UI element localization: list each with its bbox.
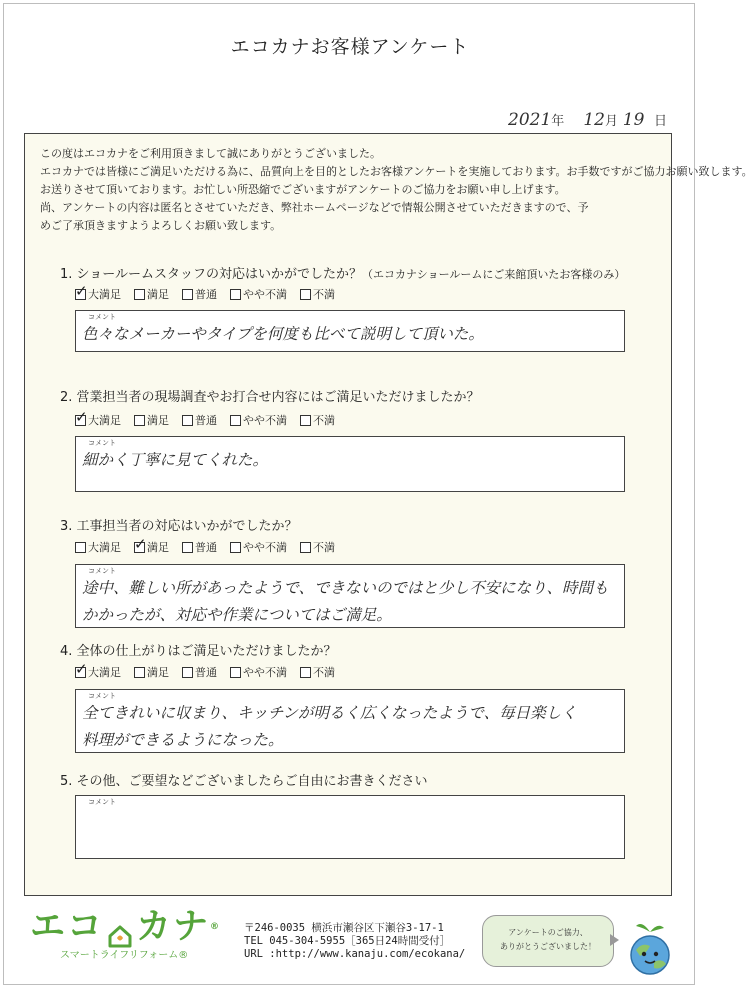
- checkbox[interactable]: [182, 415, 193, 426]
- earth-mascot-icon: [620, 918, 680, 982]
- checkbox[interactable]: [134, 289, 145, 300]
- date-month: 12: [583, 110, 605, 130]
- address-line: 〒246-0035 横浜市瀬谷区下瀬谷3-17-1: [244, 922, 444, 934]
- house-icon: [108, 917, 132, 939]
- checkbox[interactable]: [230, 667, 241, 678]
- question-5-title: 5. その他、ご要望などございましたらご自由にお書きください: [60, 774, 428, 789]
- intro-line: エコカナでは皆様にご満足いただける為に、品質向上を目的としたお客様アンケートを実施しております。お手数ですがご協力お願い致します。: [40, 165, 753, 178]
- q2-option-dissatisfied[interactable]: 不満: [300, 412, 335, 428]
- checkbox[interactable]: [75, 667, 86, 678]
- comment-label: コメント: [88, 439, 116, 447]
- q3-option-dissatisfied[interactable]: 不満: [300, 539, 335, 555]
- thanks-speech-bubble: [482, 915, 614, 967]
- survey-title: エコカナお客様アンケート: [230, 36, 470, 58]
- speech-bubble-tail: [610, 934, 619, 946]
- comment-label: コメント: [88, 798, 116, 806]
- checkbox[interactable]: [134, 667, 145, 678]
- q4-option-normal[interactable]: 普通: [182, 664, 217, 680]
- q2-option-normal[interactable]: 普通: [182, 412, 217, 428]
- intro-line: 尚、アンケートの内容は匿名とさせていただき、弊社ホームページなどで情報公開させていただきますので、予: [40, 201, 589, 214]
- bubble-line: アンケートのご協力、: [508, 928, 588, 937]
- question-4-options: [75, 664, 348, 680]
- checkbox[interactable]: [75, 289, 86, 300]
- q1-option-dissatisfied[interactable]: 不満: [300, 286, 335, 302]
- checkbox[interactable]: [182, 542, 193, 553]
- logo-subtitle: スマートライフリフォーム®: [60, 950, 189, 961]
- checkbox[interactable]: [230, 542, 241, 553]
- survey-date: [508, 110, 667, 130]
- intro-line: この度はエコカナをご利用頂きまして誠にありがとうございました。: [40, 147, 381, 160]
- q1-option-very-satisfied[interactable]: ✓ 大満足: [75, 286, 121, 302]
- question-1: [60, 263, 625, 282]
- q1-option-normal[interactable]: 普通: [182, 286, 217, 302]
- phone-line: TEL 045-304-5955［365日24時間受付］: [244, 935, 451, 947]
- checkbox[interactable]: [182, 667, 193, 678]
- q1-option-somewhat-dissatisfied[interactable]: やや不満: [230, 286, 287, 302]
- checkbox[interactable]: [300, 667, 311, 678]
- company-address: [244, 922, 465, 961]
- logo-text-right: カナ: [136, 907, 211, 947]
- q3-option-satisfied[interactable]: ✓ 満足: [134, 539, 169, 555]
- question-4-comment-box[interactable]: [75, 689, 625, 753]
- question-2-comment: 細かく丁寧に見てくれた。: [82, 451, 269, 469]
- q4-option-somewhat-dissatisfied[interactable]: やや不満: [230, 664, 287, 680]
- question-1-title: 1. ショールームスタッフの対応はいかがでしたか？: [60, 267, 363, 282]
- comment-label: コメント: [88, 692, 116, 700]
- checkbox[interactable]: [300, 415, 311, 426]
- q2-option-somewhat-dissatisfied[interactable]: やや不満: [230, 412, 287, 428]
- checkbox[interactable]: [75, 415, 86, 426]
- question-2-title: 2. 営業担当者の現場調査やお打合せ内容にはご満足いただけましたか？: [60, 390, 480, 405]
- checkbox[interactable]: [230, 289, 241, 300]
- date-year: 2021: [508, 110, 552, 130]
- logo-text-left: エコ: [30, 907, 105, 947]
- question-2-options: [75, 412, 348, 428]
- checkbox[interactable]: [134, 542, 145, 553]
- question-5: [60, 770, 428, 789]
- q1-option-satisfied[interactable]: 満足: [134, 286, 169, 302]
- checkbox[interactable]: [300, 542, 311, 553]
- intro-text: [40, 145, 753, 235]
- question-3: [60, 515, 298, 534]
- ecokana-logo: [30, 908, 221, 961]
- date-year-label: 年: [551, 114, 565, 129]
- checkbox[interactable]: [300, 289, 311, 300]
- q3-option-normal[interactable]: 普通: [182, 539, 217, 555]
- q4-option-satisfied[interactable]: 満足: [134, 664, 169, 680]
- question-2: [60, 386, 480, 405]
- question-1-comment: 色々なメーカーやタイプを何度も比べて説明して頂いた。: [82, 325, 484, 343]
- checkbox[interactable]: [134, 415, 145, 426]
- comment-label: コメント: [88, 567, 116, 575]
- question-3-options: [75, 539, 348, 555]
- bubble-line: ありがとうございました！: [500, 942, 596, 951]
- q4-option-very-satisfied[interactable]: ✓ 大満足: [75, 664, 121, 680]
- question-3-comment-box[interactable]: [75, 564, 625, 628]
- date-day-label: 日: [653, 114, 667, 129]
- question-1-comment-box[interactable]: [75, 310, 625, 352]
- q2-option-satisfied[interactable]: 満足: [134, 412, 169, 428]
- logo-registered-mark: ®: [210, 922, 222, 932]
- question-4-comment: 全てきれいに収まり、キッチンが明るく広くなったようで、毎日楽しく 料理ができるようになった。: [82, 704, 577, 749]
- intro-line: お送りさせて頂いております。お忙しい所恐縮でございますがアンケートのご協力をお願い申し上げます。: [40, 183, 566, 196]
- date-day: 19: [622, 110, 645, 130]
- q3-option-very-satisfied[interactable]: 大満足: [75, 539, 121, 555]
- question-2-comment-box[interactable]: [75, 436, 625, 492]
- question-3-comment: 途中、難しい所があったようで、できないのではと少し不安になり、時間も かかったが、対応や作業についてはご満足。: [82, 579, 609, 624]
- question-3-title: 3. 工事担当者の対応はいかがでしたか？: [60, 519, 298, 534]
- question-4-title: 4. 全体の仕上がりはご満足いただけましたか？: [60, 644, 337, 659]
- question-1-note: （エコカナショールームにご来館頂いたお客様のみ）: [362, 268, 626, 281]
- checkbox[interactable]: [230, 415, 241, 426]
- date-month-label: 月: [605, 114, 619, 129]
- comment-label: コメント: [88, 313, 116, 321]
- question-1-options: [75, 286, 348, 302]
- intro-line: めご了承頂きますようよろしくお願い致します。: [40, 219, 282, 232]
- url-line: URL :http://www.kanaju.com/ecokana/: [244, 948, 466, 960]
- q3-option-somewhat-dissatisfied[interactable]: やや不満: [230, 539, 287, 555]
- q4-option-dissatisfied[interactable]: 不満: [300, 664, 335, 680]
- q2-option-very-satisfied[interactable]: ✓ 大満足: [75, 412, 121, 428]
- question-5-comment-box[interactable]: [75, 795, 625, 859]
- checkbox[interactable]: [75, 542, 86, 553]
- question-4: [60, 640, 337, 659]
- checkbox[interactable]: [182, 289, 193, 300]
